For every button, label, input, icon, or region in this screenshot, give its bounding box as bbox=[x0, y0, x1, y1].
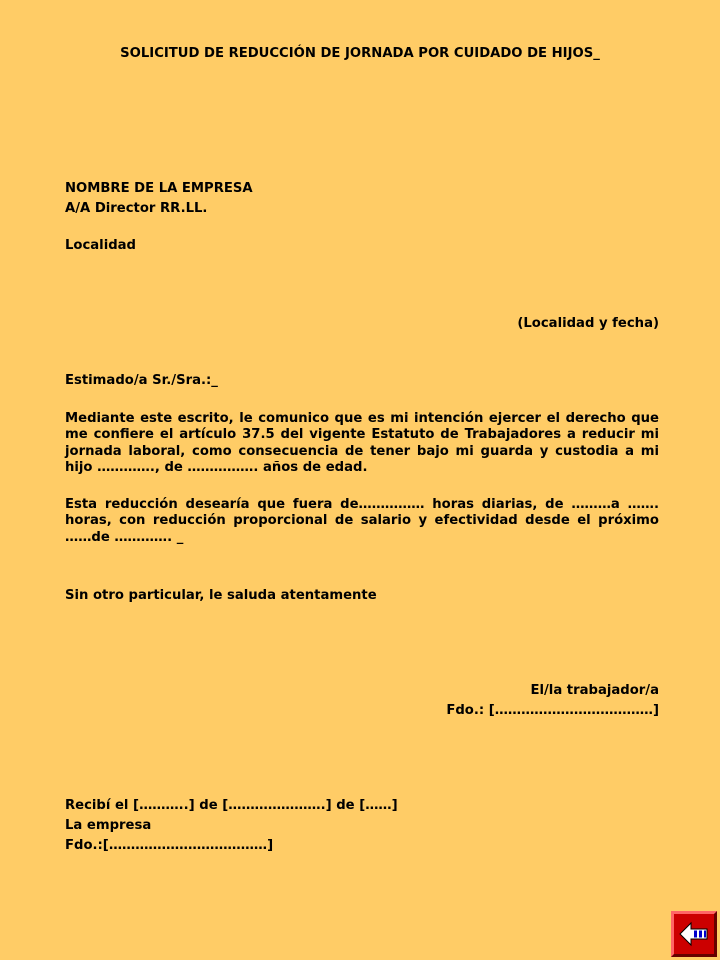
worker-signature-line: Fdo.: [………………………………] bbox=[446, 703, 659, 718]
attention-line: A/A Director RR.LL. bbox=[65, 201, 208, 216]
locality: Localidad bbox=[65, 238, 136, 253]
document-title: SOLICITUD DE REDUCCIÓN DE JORNADA POR CUIDADO DE HIJOS_ bbox=[120, 46, 600, 61]
receipt-line: Recibí el [………..] de [………………….] de [……] bbox=[65, 798, 398, 813]
place-and-date: (Localidad y fecha) bbox=[517, 316, 659, 331]
receipt-signature-line: Fdo.:[………………………………] bbox=[65, 838, 274, 853]
paragraph-reduction-details: Esta reducción desearía que fuera de…………… horas diarias, de ………a ……. horas, con reducción proporcional de salario y efectividad desde el próximo ……de …………. _ bbox=[65, 497, 659, 545]
greeting: Estimado/a Sr./Sra.:_ bbox=[65, 373, 218, 388]
receipt-company: La empresa bbox=[65, 818, 152, 833]
worker-signature-role: El/la trabajador/a bbox=[530, 683, 659, 698]
back-arrow-icon bbox=[679, 921, 709, 947]
back-button[interactable] bbox=[671, 911, 717, 957]
company-name: NOMBRE DE LA EMPRESA bbox=[65, 181, 253, 196]
paragraph-request: Mediante este escrito, le comunico que es mi intención ejercer el derecho que me confiere el artículo 37.5 del vigente Estatuto de Trabajadores a reducir mi jornada laboral, como consecuencia de tener bajo mi guarda y custodia a mi hijo …………., de ……………. años de edad. bbox=[65, 411, 659, 475]
closing-line: Sin otro particular, le saluda atentamente bbox=[65, 588, 377, 603]
